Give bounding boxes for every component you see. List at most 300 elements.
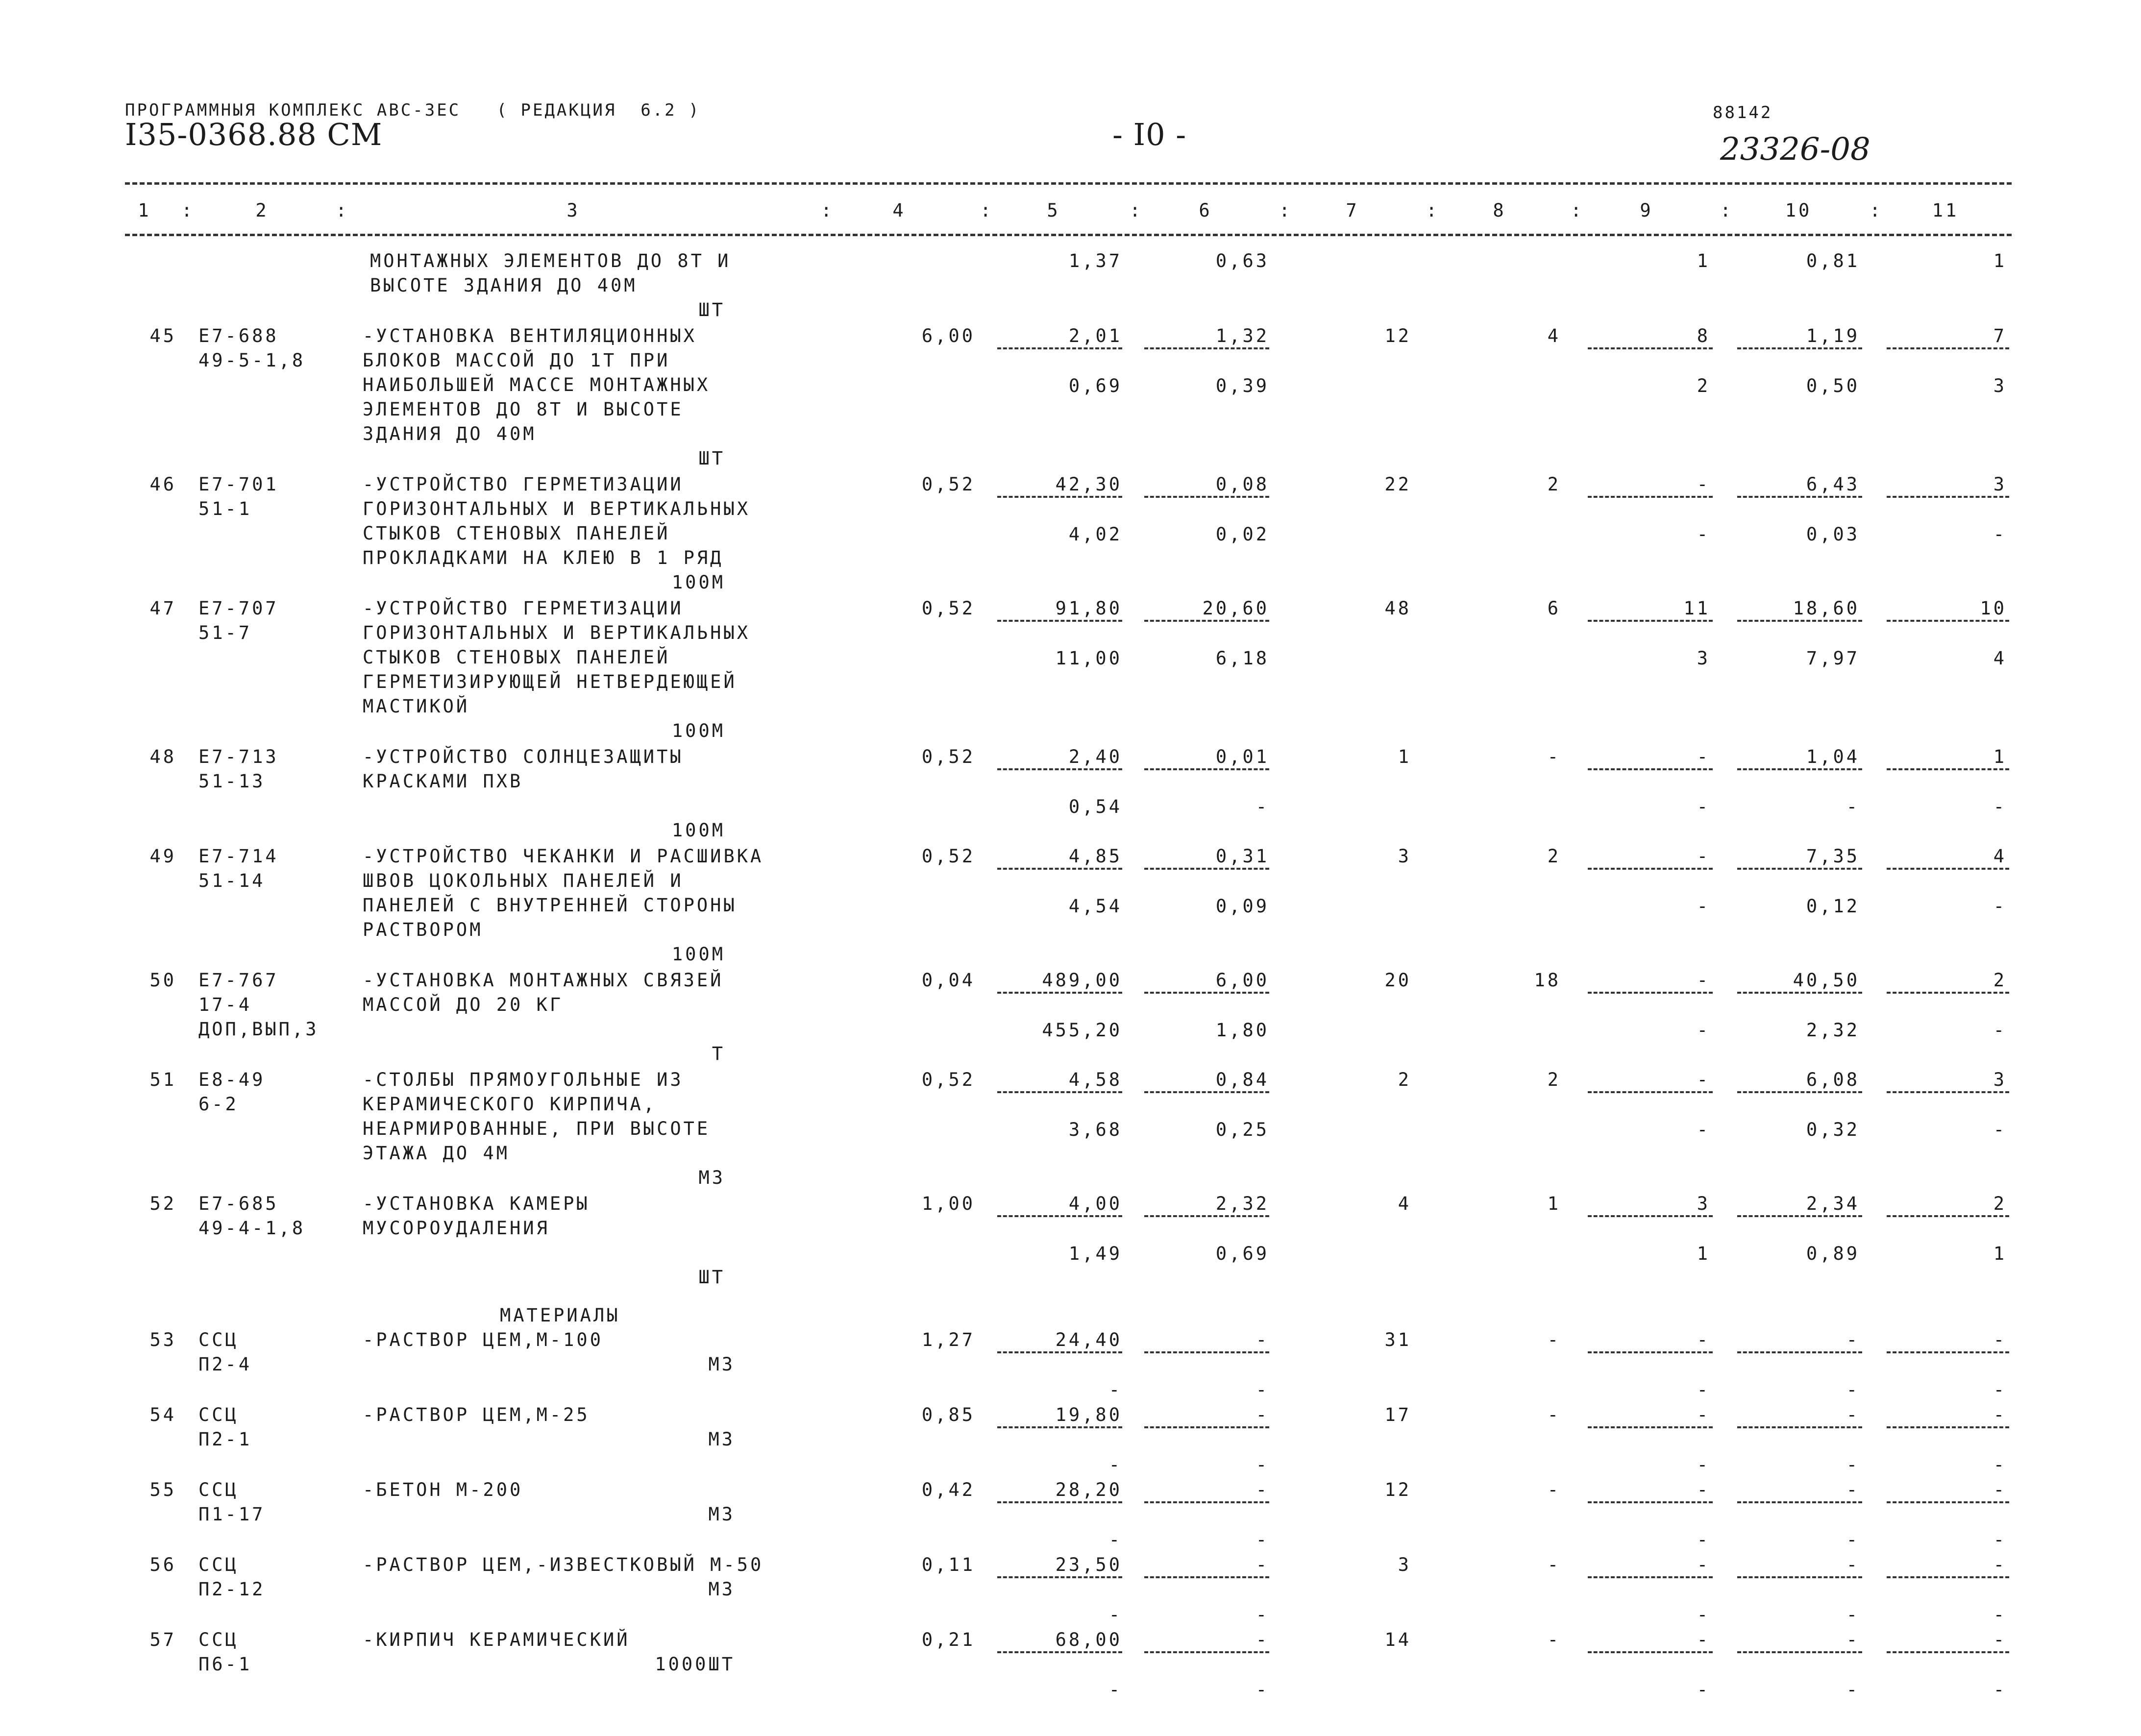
unit: 100М — [671, 720, 725, 741]
row-code-2: 6-2 — [198, 1094, 239, 1115]
rule-c11 — [1887, 496, 2009, 498]
rule-c6 — [1144, 620, 1269, 622]
cell-c5: - — [1108, 1679, 1122, 1700]
cell-c6: 0,01 — [1215, 746, 1269, 767]
rule-c10 — [1737, 868, 1862, 870]
row-number: 49 — [149, 846, 176, 867]
row-code: Е7-707 — [198, 598, 279, 619]
cell-c11: - — [1993, 896, 2007, 917]
cell-c4: 0,52 — [921, 746, 975, 767]
cell-c10: 7,35 — [1806, 846, 1860, 867]
rule-c10 — [1737, 1351, 1862, 1353]
row-code-2: 51-14 — [198, 870, 266, 891]
cell-c11: - — [1993, 524, 2007, 545]
row-number: 50 — [149, 970, 176, 991]
cell-c9: - — [1697, 970, 1710, 991]
rule-c9 — [1588, 1091, 1713, 1093]
cell-c6: - — [1255, 1629, 1269, 1650]
row-code: Е7-688 — [198, 325, 279, 346]
cell-c8: 2 — [1547, 1069, 1561, 1090]
column-separator: : — [980, 200, 994, 221]
unit: М3 — [708, 1429, 735, 1450]
cell-c10: 1,19 — [1806, 325, 1860, 346]
cell-c8: - — [1547, 1554, 1561, 1575]
unit: 100М — [671, 944, 725, 965]
description-line: ГЕРМЕТИЗИРУЮЩЕЙ НЕТВЕРДЕЮЩЕЙ — [363, 671, 737, 692]
cell-c6: 20,60 — [1202, 598, 1269, 619]
cell-c8: 2 — [1547, 846, 1561, 867]
cell-c11: 1 — [1993, 250, 2007, 271]
description-line: ПАНЕЛЕЙ С ВНУТРЕННЕЙ СТОРОНЫ — [363, 895, 737, 916]
rule-c5 — [997, 992, 1122, 994]
column-header-4: 4 — [892, 200, 906, 221]
cell-c9: - — [1697, 1529, 1710, 1550]
row-code-2: П1-17 — [198, 1504, 266, 1525]
description-line: КРАСКАМИ ПХВ — [363, 771, 523, 792]
rule-c11 — [1887, 1215, 2009, 1217]
cell-c6: 0,02 — [1215, 524, 1269, 545]
row-number: 51 — [149, 1069, 176, 1090]
row-code-2: П2-12 — [198, 1579, 266, 1600]
rule-c11 — [1887, 620, 2009, 622]
rule-c10 — [1737, 992, 1862, 994]
cell-c9: - — [1697, 896, 1710, 917]
cell-c6: 0,08 — [1215, 474, 1269, 495]
description-line: СТЫКОВ СТЕНОВЫХ ПАНЕЛЕЙ — [363, 523, 670, 544]
description-line: -УСТРОЙСТВО ЧЕКАНКИ И РАСШИВКА — [363, 846, 764, 867]
cell-c11: 3 — [1993, 1069, 2007, 1090]
cell-c6: - — [1255, 1554, 1269, 1575]
row-code: Е7-767 — [198, 970, 279, 991]
cell-c8: 4 — [1547, 325, 1561, 346]
cell-c5: - — [1108, 1454, 1122, 1475]
rule-c6 — [1144, 1501, 1269, 1503]
cell-c10: - — [1846, 1379, 1860, 1400]
description-line: -УСТРОЙСТВО СОЛНЦЕЗАЩИТЫ — [363, 746, 684, 767]
row-number: 52 — [149, 1193, 176, 1214]
cell-c11: 2 — [1993, 1193, 2007, 1214]
cell-c4: 1,27 — [921, 1329, 975, 1350]
rule-c10 — [1737, 1651, 1862, 1653]
page-number: - I0 - — [1112, 117, 1187, 152]
rule-c10 — [1737, 1091, 1862, 1093]
row-number: 56 — [149, 1554, 176, 1575]
column-header-9: 9 — [1640, 200, 1653, 221]
rule-c9 — [1588, 1215, 1713, 1217]
cell-c11: 1 — [1993, 1243, 2007, 1264]
row-code: Е7-714 — [198, 846, 279, 867]
cell-c9: 8 — [1697, 325, 1710, 346]
cell-c5: 2,40 — [1068, 746, 1122, 767]
description-line: ГОРИЗОНТАЛЬНЫХ И ВЕРТИКАЛЬНЫХ — [363, 498, 751, 519]
column-separator: : — [1571, 200, 1584, 221]
rule-c6 — [1144, 992, 1269, 994]
cell-c11: - — [1993, 1119, 2007, 1140]
row-number: 46 — [149, 474, 176, 495]
description-line: -УСТАНОВКА КАМЕРЫ — [363, 1193, 590, 1214]
cell-c5: 4,00 — [1068, 1193, 1122, 1214]
rule-c5 — [997, 1091, 1122, 1093]
cell-c10: 0,32 — [1806, 1119, 1860, 1140]
document-code: I35-0368.88 СМ — [125, 117, 383, 152]
cell-c6: 0,31 — [1215, 846, 1269, 867]
cell-c10: 0,89 — [1806, 1243, 1860, 1264]
rule-c11 — [1887, 1651, 2009, 1653]
cell-c11: 2 — [1993, 970, 2007, 991]
rule-c6 — [1144, 1351, 1269, 1353]
column-separator: : — [1870, 200, 1883, 221]
cell-c9: - — [1697, 1554, 1710, 1575]
row-code-2: П6-1 — [198, 1654, 252, 1675]
cell-c10: - — [1846, 1529, 1860, 1550]
cell-c5: 11,00 — [1055, 648, 1122, 669]
cell-c7: 48 — [1384, 598, 1411, 619]
cell-c9: - — [1697, 1454, 1710, 1475]
sheet-number: 88142 — [1713, 103, 1773, 122]
column-header-8: 8 — [1493, 200, 1506, 221]
description-line: -СТОЛБЫ ПРЯМОУГОЛЬНЫЕ ИЗ — [363, 1069, 684, 1090]
cell-c6: - — [1255, 1379, 1269, 1400]
rule-c11 — [1887, 1351, 2009, 1353]
row-code-2: 51-7 — [198, 622, 252, 643]
cell-c10: 0,12 — [1806, 896, 1860, 917]
cell-c10: 7,97 — [1806, 648, 1860, 669]
cell-c9: - — [1697, 474, 1710, 495]
cell-c11: - — [1993, 1454, 2007, 1475]
unit: ШТ — [698, 1267, 725, 1288]
rule-c11 — [1887, 992, 2009, 994]
rule-c10 — [1737, 1576, 1862, 1578]
cell-c7: 12 — [1384, 325, 1411, 346]
description-line: НЕАРМИРОВАННЫЕ, ПРИ ВЫСОТЕ — [363, 1118, 711, 1139]
cell-c5: 1,37 — [1068, 250, 1122, 271]
cell-c9: 11 — [1683, 598, 1710, 619]
description-line: РАСТВОРОМ — [363, 919, 483, 940]
row-code-3: ДОП,ВЫП,3 — [198, 1019, 319, 1040]
cell-c7: 4 — [1398, 1193, 1411, 1214]
cell-c6: 2,32 — [1215, 1193, 1269, 1214]
cell-c10: - — [1846, 796, 1860, 817]
cell-c4: 0,52 — [921, 846, 975, 867]
cell-c8: 6 — [1547, 598, 1561, 619]
rule-c10 — [1737, 1426, 1862, 1428]
cell-c10: 40,50 — [1793, 970, 1860, 991]
rule-c9 — [1588, 868, 1713, 870]
cell-c9: 2 — [1697, 375, 1710, 396]
column-separator: : — [1130, 200, 1143, 221]
rule-c6 — [1144, 868, 1269, 870]
rule-c9 — [1588, 620, 1713, 622]
cell-c11: - — [1993, 1554, 2007, 1575]
column-header-3: 3 — [566, 200, 580, 221]
cell-c6: - — [1255, 1404, 1269, 1425]
row-number: 53 — [149, 1329, 176, 1350]
cell-c11: 3 — [1993, 474, 2007, 495]
rule-c6 — [1144, 1426, 1269, 1428]
row-number: 54 — [149, 1404, 176, 1425]
cell-c7: 14 — [1384, 1629, 1411, 1650]
cell-c7: 2 — [1398, 1069, 1411, 1090]
cell-c11: 3 — [1993, 375, 2007, 396]
cell-c6: - — [1255, 1679, 1269, 1700]
cell-c10: - — [1846, 1329, 1860, 1350]
cell-c6: 6,18 — [1215, 648, 1269, 669]
cell-c5: 4,02 — [1068, 524, 1122, 545]
program-title: ПРОГРАММНЫЯ КОМПЛЕКС АВС-ЗЕС ( РЕДАКЦИЯ 6.2 ) — [125, 100, 701, 120]
description-line: КЕРАМИЧЕСКОГО КИРПИЧА, — [363, 1094, 657, 1115]
rule-c6 — [1144, 1576, 1269, 1578]
column-separator: : — [1279, 200, 1293, 221]
description-line: МАССОЙ ДО 20 КГ — [363, 994, 564, 1015]
cell-c6: 0,25 — [1215, 1119, 1269, 1140]
cell-c11: 4 — [1993, 648, 2007, 669]
cell-c7: 22 — [1384, 474, 1411, 495]
cell-c9: - — [1697, 1479, 1710, 1500]
cell-c11: - — [1993, 1629, 2007, 1650]
unit: 1000ШТ — [655, 1654, 735, 1675]
unit: М3 — [708, 1579, 735, 1600]
row-number: 55 — [149, 1479, 176, 1500]
cell-c9: 3 — [1697, 648, 1710, 669]
cell-c10: - — [1846, 1604, 1860, 1625]
description-line: ПРОКЛАДКАМИ НА КЛЕЮ В 1 РЯД — [363, 547, 724, 568]
cell-c8: 18 — [1534, 970, 1561, 991]
cell-c6: 1,32 — [1215, 325, 1269, 346]
rule-c9 — [1588, 1351, 1713, 1353]
cell-c10: 0,50 — [1806, 375, 1860, 396]
material-name: -РАСТВОР ЦЕМ,-ИЗВЕСТКОВЫЙ М-50 — [363, 1554, 764, 1575]
cell-c5: 4,58 — [1068, 1069, 1122, 1090]
cell-c11: - — [1993, 1529, 2007, 1550]
column-header-1: 1 — [138, 200, 151, 221]
row-code: ССЦ — [198, 1554, 239, 1575]
cell-c6: 0,39 — [1215, 375, 1269, 396]
rule-c11 — [1887, 1091, 2009, 1093]
cell-c9: - — [1697, 1404, 1710, 1425]
column-header-7: 7 — [1346, 200, 1359, 221]
cell-c7: 17 — [1384, 1404, 1411, 1425]
column-separator: : — [336, 200, 349, 221]
unit: Т — [712, 1043, 725, 1064]
cell-c5: 4,85 — [1068, 846, 1122, 867]
cell-c8: 2 — [1547, 474, 1561, 495]
row-code-2: П2-1 — [198, 1429, 252, 1450]
description-line: ЭЛЕМЕНТОВ ДО 8Т И ВЫСОТЕ — [363, 399, 684, 420]
rule-c5 — [997, 620, 1122, 622]
cell-c5: 0,54 — [1068, 796, 1122, 817]
description-line: МАСТИКОЙ — [363, 696, 470, 717]
rule-c10 — [1737, 496, 1862, 498]
rule-c9 — [1588, 992, 1713, 994]
cell-c5: - — [1108, 1379, 1122, 1400]
rule-c6 — [1144, 496, 1269, 498]
rule-c9 — [1588, 1501, 1713, 1503]
rule-c6 — [1144, 768, 1269, 770]
cell-c5: 455,20 — [1042, 1020, 1122, 1041]
cell-c10: - — [1846, 1454, 1860, 1475]
row-code: ССЦ — [198, 1329, 239, 1350]
cell-c10: - — [1846, 1679, 1860, 1700]
cell-c5: 91,80 — [1055, 598, 1122, 619]
rule-c9 — [1588, 496, 1713, 498]
cell-c9: - — [1697, 1679, 1710, 1700]
cell-c5: 0,69 — [1068, 375, 1122, 396]
cell-c11: 4 — [1993, 846, 2007, 867]
description-line: НАИБОЛЬШЕЙ МАССЕ МОНТАЖНЫХ — [363, 374, 711, 395]
description-line: -УСТАНОВКА МОНТАЖНЫХ СВЯЗЕЙ — [363, 970, 724, 991]
cell-c10: - — [1846, 1629, 1860, 1650]
column-header-5: 5 — [1047, 200, 1060, 221]
cell-c11: - — [1993, 1404, 2007, 1425]
row-code-2: 51-1 — [198, 498, 252, 519]
cell-c11: - — [1993, 1679, 2007, 1700]
cell-c5: - — [1108, 1604, 1122, 1625]
rule-c6 — [1144, 347, 1269, 349]
cell-c8: - — [1547, 1629, 1561, 1650]
rule-c10 — [1737, 1501, 1862, 1503]
unit: ШТ — [698, 448, 725, 469]
cell-c7: 1 — [1398, 746, 1411, 767]
cell-c10: 6,43 — [1806, 474, 1860, 495]
cell-c10: 0,03 — [1806, 524, 1860, 545]
cell-c5: - — [1108, 1529, 1122, 1550]
column-separator: : — [181, 200, 195, 221]
rule-c5 — [997, 1501, 1122, 1503]
cell-c11: - — [1993, 796, 2007, 817]
cell-c9: - — [1697, 746, 1710, 767]
cell-c6: 0,63 — [1215, 250, 1269, 271]
cell-c11: - — [1993, 1020, 2007, 1041]
cell-c11: - — [1993, 1479, 2007, 1500]
row-code: Е8-49 — [198, 1069, 266, 1090]
row-code-2: 51-13 — [198, 771, 266, 792]
row-code: Е7-701 — [198, 474, 279, 495]
cell-c9: - — [1697, 846, 1710, 867]
cell-c5: 1,49 — [1068, 1243, 1122, 1264]
cell-c10: 6,08 — [1806, 1069, 1860, 1090]
cell-c5: 42,30 — [1055, 474, 1122, 495]
cell-c4: 0,52 — [921, 474, 975, 495]
description-line: ШВОВ ЦОКОЛЬНЫХ ПАНЕЛЕЙ И — [363, 870, 684, 891]
row-code: Е7-713 — [198, 746, 279, 767]
row-number: 48 — [149, 746, 176, 767]
cell-c6: - — [1255, 1329, 1269, 1350]
rule-c6 — [1144, 1091, 1269, 1093]
row-code: Е7-685 — [198, 1193, 279, 1214]
rule-c9 — [1588, 1651, 1713, 1653]
cell-c4: 0,85 — [921, 1404, 975, 1425]
rule-c10 — [1737, 1215, 1862, 1217]
cell-c5: 3,68 — [1068, 1119, 1122, 1140]
description-line: ВЫСОТЕ ЗДАНИЯ ДО 40М — [370, 275, 638, 296]
row-number: 45 — [149, 325, 176, 346]
rule-c6 — [1144, 1215, 1269, 1217]
cell-c6: - — [1255, 1454, 1269, 1475]
row-number: 47 — [149, 598, 176, 619]
cell-c10: 2,32 — [1806, 1020, 1860, 1041]
description-line: -УСТРОЙСТВО ГЕРМЕТИЗАЦИИ — [363, 598, 684, 619]
rule-c10 — [1737, 620, 1862, 622]
cell-c11: 7 — [1993, 325, 2007, 346]
column-separator: : — [1720, 200, 1734, 221]
materials-heading: МАТЕРИАЛЫ — [500, 1305, 620, 1326]
rule-c9 — [1588, 768, 1713, 770]
description-line: МУСОРОУДАЛЕНИЯ — [363, 1218, 550, 1239]
cell-c7: 12 — [1384, 1479, 1411, 1500]
rule-c5 — [997, 1426, 1122, 1428]
description-line: СТЫКОВ СТЕНОВЫХ ПАНЕЛЕЙ — [363, 647, 670, 668]
cell-c4: 1,00 — [921, 1193, 975, 1214]
rule-c11 — [1887, 1501, 2009, 1503]
cell-c10: - — [1846, 1404, 1860, 1425]
material-name: -КИРПИЧ КЕРАМИЧЕСКИЙ — [363, 1629, 630, 1650]
rule-c11 — [1887, 1426, 2009, 1428]
unit: М3 — [708, 1504, 735, 1525]
cell-c10: 2,34 — [1806, 1193, 1860, 1214]
cell-c8: - — [1547, 1479, 1561, 1500]
cell-c5: 28,20 — [1055, 1479, 1122, 1500]
cell-c7: 31 — [1384, 1329, 1411, 1350]
row-code: ССЦ — [198, 1629, 239, 1650]
cell-c8: - — [1547, 1329, 1561, 1350]
column-header-2: 2 — [255, 200, 269, 221]
cell-c6: - — [1255, 1529, 1269, 1550]
cell-c5: 24,40 — [1055, 1329, 1122, 1350]
header-bottom-rule — [125, 234, 2012, 236]
rule-c10 — [1737, 347, 1862, 349]
material-name: -БЕТОН М-200 — [363, 1479, 523, 1500]
cell-c11: - — [1993, 1604, 2007, 1625]
cell-c5: 2,01 — [1068, 325, 1122, 346]
rule-c9 — [1588, 347, 1713, 349]
description-line: ЗДАНИЯ ДО 40М — [363, 423, 537, 444]
row-code-2: 49-5-1,8 — [198, 350, 306, 371]
cell-c9: - — [1697, 1329, 1710, 1350]
description-line: ГОРИЗОНТАЛЬНЫХ И ВЕРТИКАЛЬНЫХ — [363, 622, 751, 643]
cell-c11: - — [1993, 1329, 2007, 1350]
description-line: -УСТРОЙСТВО ГЕРМЕТИЗАЦИИ — [363, 474, 684, 495]
rule-c9 — [1588, 1426, 1713, 1428]
material-name: -РАСТВОР ЦЕМ,М-25 — [363, 1404, 590, 1425]
cell-c6: 0,69 — [1215, 1243, 1269, 1264]
rule-c5 — [997, 1651, 1122, 1653]
cell-c9: 1 — [1697, 1243, 1710, 1264]
cell-c4: 0,42 — [921, 1479, 975, 1500]
description-line: -УСТАНОВКА ВЕНТИЛЯЦИОННЫХ — [363, 325, 697, 346]
handwritten-number: 23326-08 — [1720, 131, 1870, 168]
cell-c6: 1,80 — [1215, 1020, 1269, 1041]
cell-c6: 6,00 — [1215, 970, 1269, 991]
cell-c9: - — [1697, 1119, 1710, 1140]
unit: М3 — [698, 1167, 725, 1188]
cell-c9: - — [1697, 1020, 1710, 1041]
description-line: БЛОКОВ МАССОЙ ДО 1Т ПРИ — [363, 350, 670, 371]
cell-c5: 68,00 — [1055, 1629, 1122, 1650]
cell-c6: - — [1255, 1604, 1269, 1625]
description-line: МОНТАЖНЫХ ЭЛЕМЕНТОВ ДО 8Т И — [370, 250, 731, 271]
cell-c6: 0,09 — [1215, 896, 1269, 917]
rule-c6 — [1144, 1651, 1269, 1653]
cell-c9: 3 — [1697, 1193, 1710, 1214]
cell-c6: - — [1255, 796, 1269, 817]
rule-c10 — [1737, 768, 1862, 770]
cell-c11: 1 — [1993, 746, 2007, 767]
cell-c9: - — [1697, 796, 1710, 817]
cell-c8: 1 — [1547, 1193, 1561, 1214]
unit: М3 — [708, 1354, 735, 1375]
unit: 100М — [671, 572, 725, 593]
rule-c5 — [997, 1351, 1122, 1353]
